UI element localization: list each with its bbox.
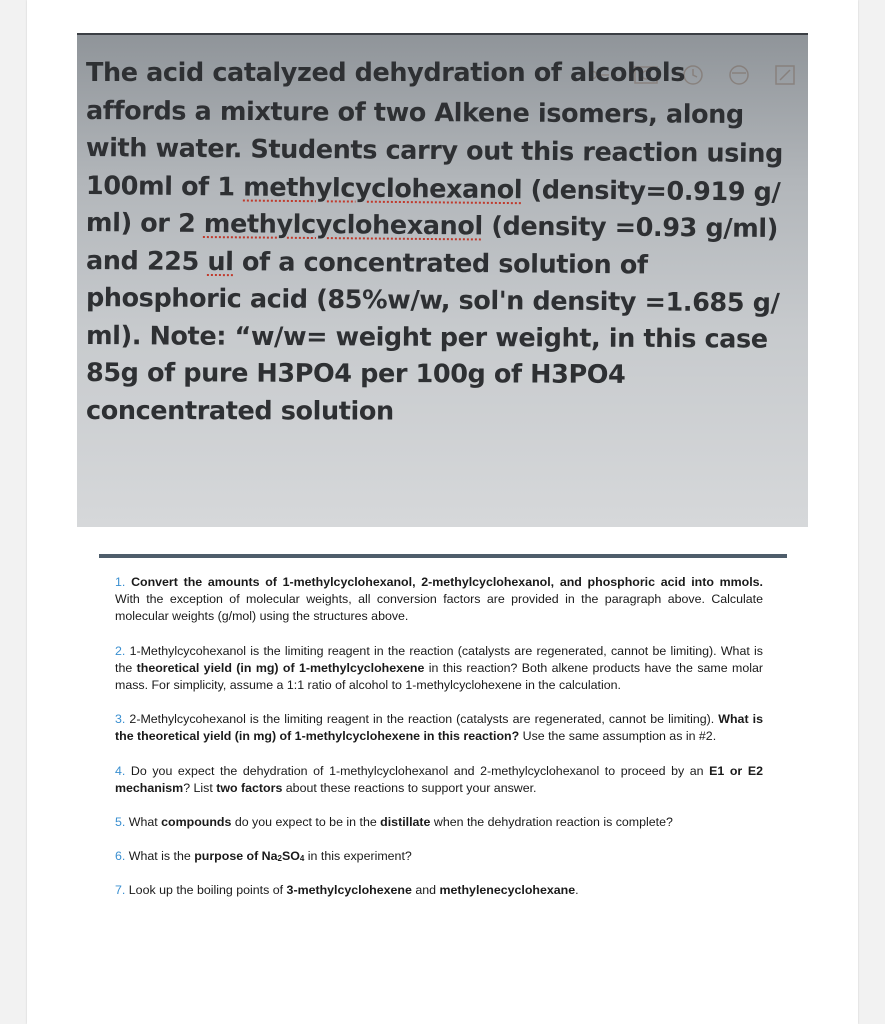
- section-divider: [99, 554, 787, 558]
- question-text: ? List: [183, 780, 217, 795]
- photo-line-text: (density =0.93 g/ml): [482, 211, 779, 245]
- question-text: 2-Methylcycohexanol is the limiting reagent in the reaction (catalysts are regenerated, cannot be limiting).: [125, 712, 719, 727]
- photo-line: The acid catalyzed dehydration of alcohols: [86, 58, 685, 88]
- question-text-bold: What is the theoretical yield (in mg) of 1-methylcyclohexene in this reaction?: [115, 712, 763, 744]
- question-text-bold: compounds: [161, 815, 232, 830]
- photo-top-edge: [77, 33, 808, 35]
- question-text: What: [125, 815, 162, 830]
- question-text: about these reactions to support your answer.: [282, 780, 537, 795]
- question-number: 4.: [115, 763, 126, 778]
- photo-line-text: 100ml of 1: [85, 170, 244, 203]
- question-number: 6.: [115, 849, 126, 864]
- question-text-bold: SO: [281, 849, 300, 864]
- question-item: [115, 574, 763, 626]
- question-text-bold: purpose of Na: [194, 849, 278, 864]
- question-number: 7.: [115, 883, 126, 898]
- question-text: With the exception of molecular weights, all conversion factors are provided in the paragraph above. Calculate molecular weights (g/mol) using the structures above.: [115, 592, 763, 624]
- question-text: and: [411, 883, 440, 898]
- subscript: 2: [277, 854, 282, 864]
- question-number: 2.: [115, 643, 126, 658]
- question-number: 1.: [115, 575, 126, 589]
- photo-line: ml). Note: “w/w= weight per weight, in this case: [85, 320, 768, 355]
- photo-line-text: and 225: [85, 245, 208, 277]
- photo-line-text: ml) or 2: [85, 208, 204, 240]
- photo-line: concentrated solution: [85, 395, 394, 427]
- question-item: [115, 711, 763, 745]
- question-text: in this experiment?: [304, 849, 412, 864]
- question-text-bold: theoretical yield (in mg) of 1-methylcyclohexene: [136, 660, 425, 675]
- misspelled-word[interactable]: ul: [207, 246, 234, 277]
- photo-line: 85g of pure H3PO4 per 100g of H3PO4: [85, 358, 626, 390]
- question-text-bold: distillate: [380, 815, 431, 830]
- question-text: Do you expect the dehydration of 1-methylcyclohexanol and 2-methylcyclohexanol to proceed by an: [125, 763, 710, 778]
- photo-line: with water. Students carry out this reaction using: [85, 133, 784, 170]
- question-item: [115, 848, 763, 865]
- photo-line: phosphoric acid (85%w/w, sol'n density =1.685 g/: [85, 283, 780, 319]
- question-text: What is the: [125, 849, 195, 864]
- question-text: Use the same assumption as in #2.: [519, 729, 717, 744]
- question-list: [115, 574, 763, 917]
- question-text: when the dehydration reaction is complete?: [430, 815, 673, 830]
- subscript: 4: [299, 854, 305, 864]
- question-item: [115, 814, 763, 831]
- photo-line: affords a mixture of two Alkene isomers, along: [85, 95, 744, 130]
- photo-problem-text: [86, 55, 786, 430]
- question-text: do you expect to be in the: [231, 815, 381, 830]
- photo-line: [86, 205, 786, 249]
- misspelled-word[interactable]: methylcyclohexanol: [203, 209, 483, 242]
- question-item: [115, 643, 763, 695]
- question-text-bold: E1 or E2 mechanism: [115, 763, 763, 795]
- question-number: 3.: [115, 712, 126, 727]
- question-text: .: [575, 883, 579, 898]
- question-text: Look up the boiling points of: [125, 883, 287, 898]
- question-text-bold: 3-methylcyclohexene: [286, 883, 412, 898]
- problem-photo: [77, 33, 808, 527]
- question-text: in this reaction? Both alkene products have the same molar mass. For simplicity, assume a 1:1 ratio of alcohol to 1-methylcyclohexene in the calculation.: [115, 660, 764, 693]
- question-text: 1-Methylcycohexanol is the limiting reagent in the reaction (catalysts are regenerated, cannot be limiting). What is the: [115, 643, 763, 675]
- question-item: [115, 763, 763, 797]
- photo-line: [86, 243, 786, 286]
- photo-line-text: (density=0.919 g/: [521, 174, 781, 208]
- question-text-bold: Convert the amounts of 1-methylcyclohexanol, 2-methylcyclohexanol, and phosphoric acid into mmols.: [131, 575, 764, 589]
- question-number: 5.: [115, 815, 126, 830]
- question-item: [115, 882, 763, 899]
- question-text-bold: methylenecyclohexane: [439, 883, 576, 898]
- photo-line-text: of a concentrated solution of: [233, 246, 648, 280]
- question-text-bold: two factors: [216, 780, 283, 795]
- misspelled-word[interactable]: methylcyclohexanol: [242, 172, 523, 205]
